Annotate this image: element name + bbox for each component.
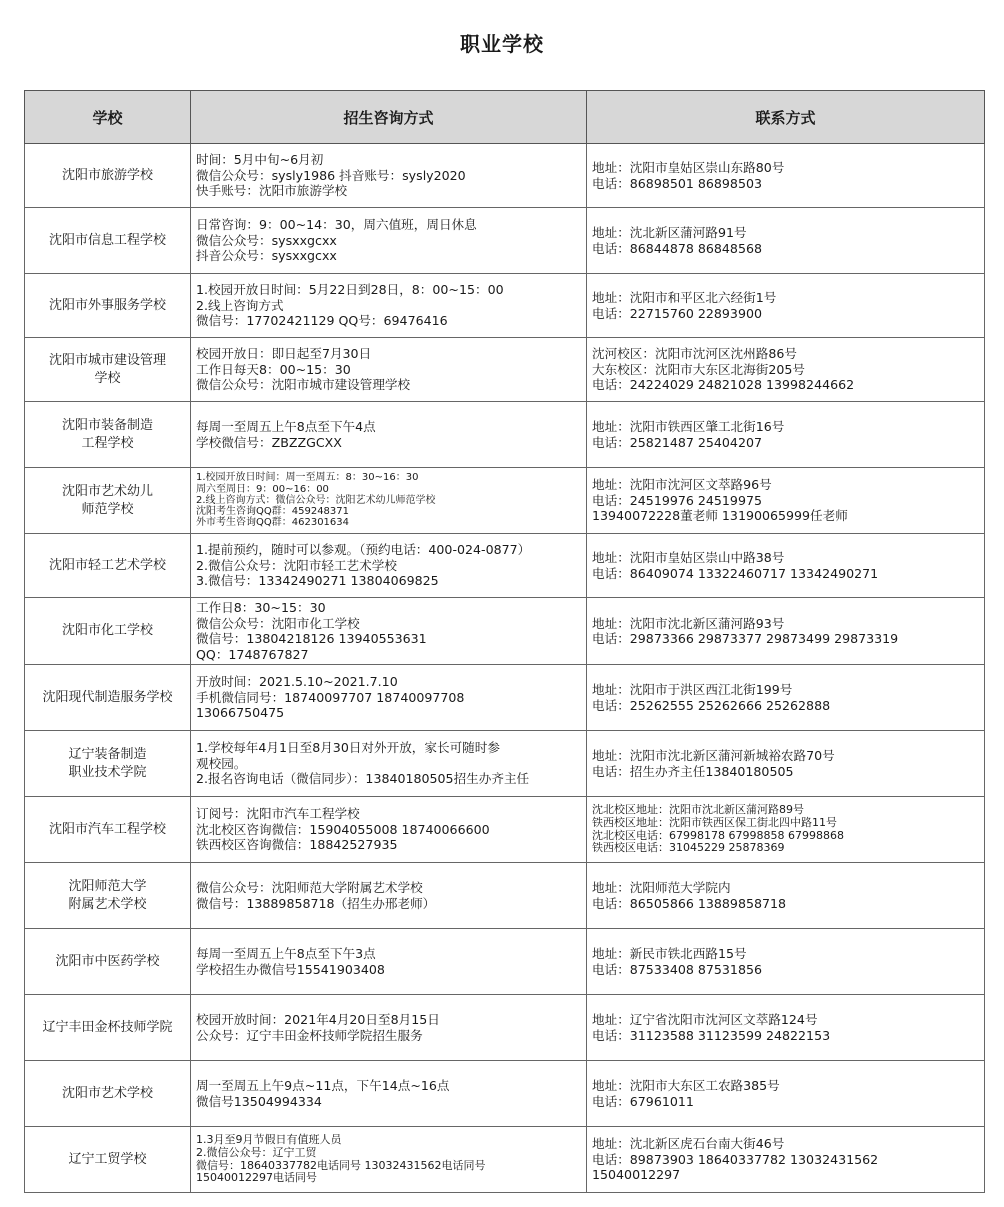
- consult-info: 1.3月至9月节假日有值班人员 2.微信公众号：辽宁工贸 微信号：18640337782电话同号 13032431562电话同号 15040012297电话同号: [191, 1127, 587, 1193]
- table-row: [25, 534, 985, 598]
- school-name: 沈阳师范大学 附属艺术学校: [25, 863, 191, 929]
- contact-info: 沈北校区地址：沈阳市沈北新区蒲河路89号 铁西校区地址：沈阳市铁西区保工街北四中路11号 沈北校区电话：67998178 67998858 67998868 铁西校区电话：31045229 25878369: [587, 797, 985, 863]
- header-contact: 联系方式: [587, 91, 985, 144]
- school-name: 沈阳市旅游学校: [25, 144, 191, 208]
- consult-info: 日常咨询：9：00~14：30，周六值班，周日休息 微信公众号：sysxxgcxx 抖音公众号：sysxxgcxx: [191, 208, 587, 274]
- school-name: 沈阳市外事服务学校: [25, 274, 191, 338]
- contact-info: 地址：沈阳市沈北新区蒲河新城裕农路70号 电话：招生办齐主任13840180505: [587, 731, 985, 797]
- table-row: [25, 338, 985, 402]
- contact-info: 地址：沈阳市和平区北六经街1号 电话：22715760 22893900: [587, 274, 985, 338]
- consult-info: 1.校园开放日时间：周一至周五：8：30~16：30 周六至周日：9：00~16：00 2.线上咨询方式：微信公众号：沈阳艺术幼儿师范学校 沈阳考生咨询QQ群：459248371 外市考生咨询QQ群：462301634: [191, 468, 587, 534]
- table-row: [25, 1127, 985, 1193]
- table-row: [25, 665, 985, 731]
- contact-info: 地址：沈阳师范大学院内 电话：86505866 13889858718: [587, 863, 985, 929]
- consult-info: 订阅号：沈阳市汽车工程学校 沈北校区咨询微信：15904055008 18740066600 铁西校区咨询微信：18842527935: [191, 797, 587, 863]
- contact-info: 地址：沈阳市沈河区文萃路96号 电话：24519976 24519975 13940072228董老师 13190065999任老师: [587, 468, 985, 534]
- consult-info: 校园开放时间：2021年4月20日至8月15日 公众号：辽宁丰田金杯技师学院招生服务: [191, 995, 587, 1061]
- school-name: 沈阳市装备制造 工程学校: [25, 402, 191, 468]
- contact-info: 地址：沈阳市于洪区西江北街199号 电话：25262555 25262666 25262888: [587, 665, 985, 731]
- school-name: 辽宁工贸学校: [25, 1127, 191, 1193]
- table-row: [25, 144, 985, 208]
- school-name: 辽宁装备制造 职业技术学院: [25, 731, 191, 797]
- table-row: [25, 208, 985, 274]
- school-name: 沈阳市艺术幼儿 师范学校: [25, 468, 191, 534]
- table-row: [25, 929, 985, 995]
- consult-info: 时间：5月中旬~6月初 微信公众号：sysly1986 抖音账号：sysly2020 快手账号：沈阳市旅游学校: [191, 144, 587, 208]
- consult-info: 每周一至周五上午8点至下午3点 学校招生办微信号15541903408: [191, 929, 587, 995]
- contact-info: 地址：沈北新区虎石台南大街46号 电话：89873903 18640337782 13032431562 15040012297: [587, 1127, 985, 1193]
- vocational-school-table: [24, 90, 985, 1193]
- school-name: 沈阳市化工学校: [25, 598, 191, 665]
- contact-info: 地址：新民市铁北西路15号 电话：87533408 87531856: [587, 929, 985, 995]
- school-name: 沈阳市中医药学校: [25, 929, 191, 995]
- contact-info: 沈河校区：沈阳市沈河区沈州路86号 大东校区：沈阳市大东区北海街205号 电话：24224029 24821028 13998244662: [587, 338, 985, 402]
- consult-info: 工作日8：30~15：30 微信公众号：沈阳市化工学校 微信号：13804218126 13940553631 QQ：1748767827: [191, 598, 587, 665]
- contact-info: 地址：沈阳市皇姑区崇山东路80号 电话：86898501 86898503: [587, 144, 985, 208]
- consult-info: 开放时间：2021.5.10~2021.7.10 手机微信同号：18740097707 18740097708 13066750475: [191, 665, 587, 731]
- school-name: 沈阳市汽车工程学校: [25, 797, 191, 863]
- school-name: 沈阳市艺术学校: [25, 1061, 191, 1127]
- contact-info: 地址：沈阳市铁西区肇工北街16号 电话：25821487 25404207: [587, 402, 985, 468]
- table-row: [25, 402, 985, 468]
- contact-info: 地址：沈阳市大东区工农路385号 电话：67961011: [587, 1061, 985, 1127]
- table-row: [25, 863, 985, 929]
- table-row: [25, 995, 985, 1061]
- table-row: [25, 1061, 985, 1127]
- consult-info: 周一至周五上午9点~11点，下午14点~16点 微信号13504994334: [191, 1061, 587, 1127]
- school-name: 辽宁丰田金杯技师学院: [25, 995, 191, 1061]
- consult-info: 微信公众号：沈阳师范大学附属艺术学校 微信号：13889858718（招生办邢老师）: [191, 863, 587, 929]
- table-row: [25, 797, 985, 863]
- contact-info: 地址：沈阳市沈北新区蒲河路93号 电话：29873366 29873377 29873499 29873319: [587, 598, 985, 665]
- table-header-row: [25, 91, 985, 144]
- consult-info: 每周一至周五上午8点至下午4点 学校微信号：ZBZZGCXX: [191, 402, 587, 468]
- header-consult: 招生咨询方式: [191, 91, 587, 144]
- contact-info: 地址：沈阳市皇姑区崇山中路38号 电话：86409074 13322460717 13342490271: [587, 534, 985, 598]
- table-row: [25, 598, 985, 665]
- school-name: 沈阳市轻工艺术学校: [25, 534, 191, 598]
- header-school: 学校: [25, 91, 191, 144]
- table-row: [25, 731, 985, 797]
- table-row: [25, 274, 985, 338]
- contact-info: 地址：沈北新区蒲河路91号 电话：86844878 86848568: [587, 208, 985, 274]
- contact-info: 地址：辽宁省沈阳市沈河区文萃路124号 电话：31123588 31123599 24822153: [587, 995, 985, 1061]
- consult-info: 校园开放日：即日起至7月30日 工作日每天8：00~15：30 微信公众号：沈阳市城市建设管理学校: [191, 338, 587, 402]
- page-title: 职业学校: [460, 32, 544, 56]
- school-name: 沈阳现代制造服务学校: [25, 665, 191, 731]
- consult-info: 1.学校每年4月1日至8月30日对外开放，家长可随时参 观校园。 2.报名咨询电话（微信同步）：13840180505招生办齐主任: [191, 731, 587, 797]
- school-name: 沈阳市城市建设管理 学校: [25, 338, 191, 402]
- consult-info: 1.提前预约，随时可以参观。（预约电话：400-024-0877） 2.微信公众号：沈阳市轻工艺术学校 3.微信号：13342490271 13804069825: [191, 534, 587, 598]
- school-name: 沈阳市信息工程学校: [25, 208, 191, 274]
- table-row: [25, 468, 985, 534]
- consult-info: 1.校园开放日时间：5月22日到28日，8：00~15：00 2.线上咨询方式 微信号：17702421129 QQ号：69476416: [191, 274, 587, 338]
